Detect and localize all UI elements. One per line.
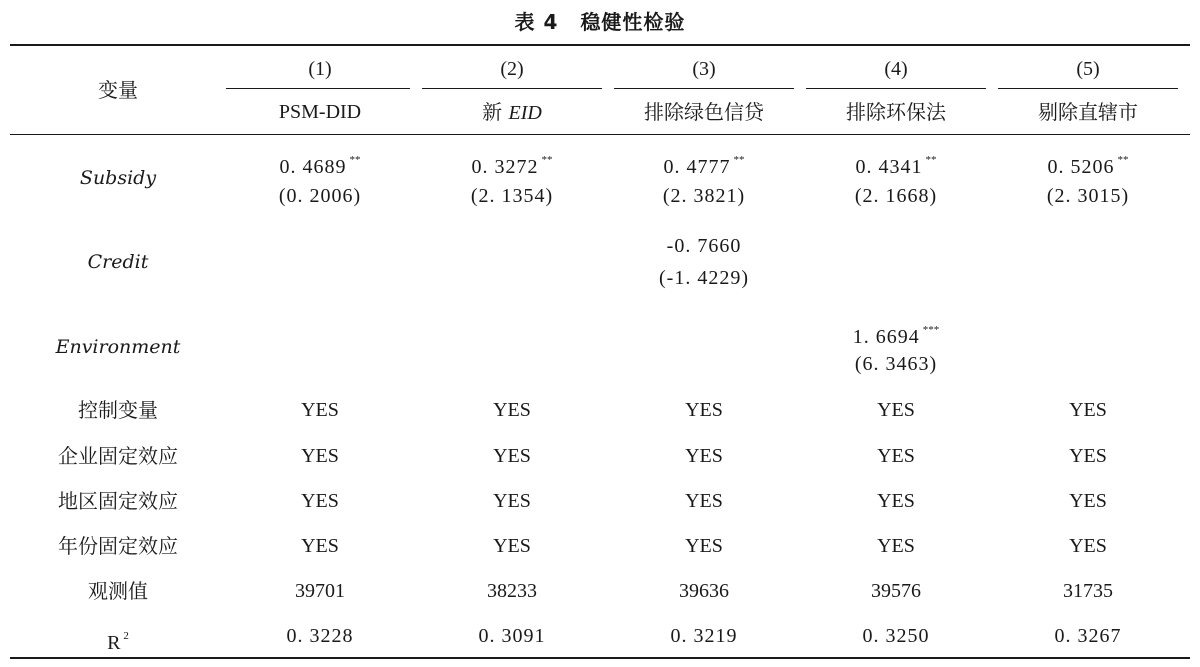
r2-label-base: R xyxy=(107,632,121,654)
subsidy-tstat-4: (2. 1668) xyxy=(854,185,938,207)
subsidy-coef-1-stars: ** xyxy=(349,154,361,166)
r2-value-1: 0. 3228 xyxy=(286,625,354,647)
firm-fe-value-3: YES xyxy=(685,445,723,467)
subsidy-coef-1-value: 0. 4689 xyxy=(279,156,347,178)
column-name-3: 排除绿色信贷 xyxy=(644,100,764,124)
region-fe-value-4: YES xyxy=(877,490,915,512)
year-fe-value-1: YES xyxy=(301,535,339,557)
environment-coef-4 xyxy=(853,318,940,349)
r2-value-5: 0. 3267 xyxy=(1054,625,1122,647)
row-label-environment: Environment xyxy=(55,336,181,358)
row-label-region-fe: 地区固定效应 xyxy=(58,489,178,513)
controls-value-3: YES xyxy=(685,399,723,421)
obs-value-1: 39701 xyxy=(295,580,345,602)
year-fe-value-3: YES xyxy=(685,535,723,557)
table-caption: 稳健性检验 xyxy=(580,10,686,34)
subsidy-coef-2-value: 0. 3272 xyxy=(471,156,539,178)
firm-fe-value-2: YES xyxy=(493,445,531,467)
subsidy-coef-4 xyxy=(856,148,937,179)
firm-fe-value-1: YES xyxy=(301,445,339,467)
firm-fe-value-5: YES xyxy=(1069,445,1107,467)
header-subrule-1 xyxy=(226,88,410,89)
subsidy-coef-2-stars: ** xyxy=(541,154,553,166)
controls-value-4: YES xyxy=(877,399,915,421)
subsidy-coef-5-stars: ** xyxy=(1117,154,1129,166)
obs-value-5: 31735 xyxy=(1063,580,1113,602)
subsidy-coef-1 xyxy=(280,148,361,179)
r2-value-4: 0. 3250 xyxy=(862,625,930,647)
controls-value-1: YES xyxy=(301,399,339,421)
obs-value-4: 39576 xyxy=(871,580,921,602)
subsidy-tstat-5: (2. 3015) xyxy=(1046,185,1130,207)
subsidy-coef-4-value: 0. 4341 xyxy=(855,156,923,178)
column-name-2-italic: EID xyxy=(508,102,542,124)
environment-coef-4-stars: *** xyxy=(922,324,940,336)
r2-value-3: 0. 3219 xyxy=(670,625,738,647)
region-fe-value-2: YES xyxy=(493,490,531,512)
region-fe-value-3: YES xyxy=(685,490,723,512)
subsidy-coef-3-stars: ** xyxy=(733,154,745,166)
subsidy-coef-3-value: 0. 4777 xyxy=(663,156,731,178)
environment-tstat-4: (6. 3463) xyxy=(854,353,938,375)
subsidy-coef-2 xyxy=(472,148,553,179)
controls-value-5: YES xyxy=(1069,399,1107,421)
header-subrule-3 xyxy=(614,88,794,89)
credit-tstat-3: (-1. 4229) xyxy=(659,267,749,289)
environment-coef-4-value: 1. 6694 xyxy=(852,326,920,348)
subsidy-tstat-2: (2. 1354) xyxy=(470,185,554,207)
subsidy-coef-5-value: 0. 5206 xyxy=(1047,156,1115,178)
r2-value-2: 0. 3091 xyxy=(478,625,546,647)
region-fe-value-1: YES xyxy=(301,490,339,512)
column-number-3: (3) xyxy=(692,58,716,80)
top-rule xyxy=(10,44,1190,46)
column-name-1: PSM-DID xyxy=(278,101,362,123)
obs-value-2: 38233 xyxy=(487,580,537,602)
column-name-2-prefix: 新 xyxy=(482,100,509,124)
credit-coef-3: -0. 7660 xyxy=(666,235,742,257)
row-label-observations: 观测值 xyxy=(88,579,148,603)
obs-value-3: 39636 xyxy=(679,580,729,602)
column-number-4: (4) xyxy=(884,58,908,80)
table-title xyxy=(0,6,1200,35)
header-subrule-4 xyxy=(806,88,986,89)
subsidy-tstat-1: (0. 2006) xyxy=(278,185,362,207)
header-bottom-rule xyxy=(10,134,1190,135)
r2-label-superscript: 2 xyxy=(123,630,129,642)
year-fe-value-5: YES xyxy=(1069,535,1107,557)
subsidy-coef-3 xyxy=(664,148,745,179)
table-number: 表 4 xyxy=(514,10,559,34)
row-label-controls: 控制变量 xyxy=(78,398,158,422)
subsidy-coef-5 xyxy=(1048,148,1129,179)
row-label-r2 xyxy=(107,624,129,655)
column-name-5: 剔除直辖市 xyxy=(1038,100,1138,124)
firm-fe-value-4: YES xyxy=(877,445,915,467)
region-fe-value-5: YES xyxy=(1069,490,1107,512)
row-label-year-fe: 年份固定效应 xyxy=(58,534,178,558)
year-fe-value-2: YES xyxy=(493,535,531,557)
column-number-5: (5) xyxy=(1076,58,1100,80)
subsidy-tstat-3: (2. 3821) xyxy=(662,185,746,207)
row-label-credit: Credit xyxy=(87,251,149,273)
header-subrule-2 xyxy=(422,88,602,89)
row-label-firm-fe: 企业固定效应 xyxy=(58,444,178,468)
header-subrule-5 xyxy=(998,88,1178,89)
column-name-4: 排除环保法 xyxy=(846,100,946,124)
row-label-subsidy: Subsidy xyxy=(79,167,157,189)
bottom-rule xyxy=(10,657,1190,659)
column-name-2 xyxy=(482,100,542,125)
variable-header: 变量 xyxy=(98,78,138,102)
column-number-2: (2) xyxy=(500,58,524,80)
controls-value-2: YES xyxy=(493,399,531,421)
year-fe-value-4: YES xyxy=(877,535,915,557)
subsidy-coef-4-stars: ** xyxy=(925,154,937,166)
column-number-1: (1) xyxy=(308,58,332,80)
